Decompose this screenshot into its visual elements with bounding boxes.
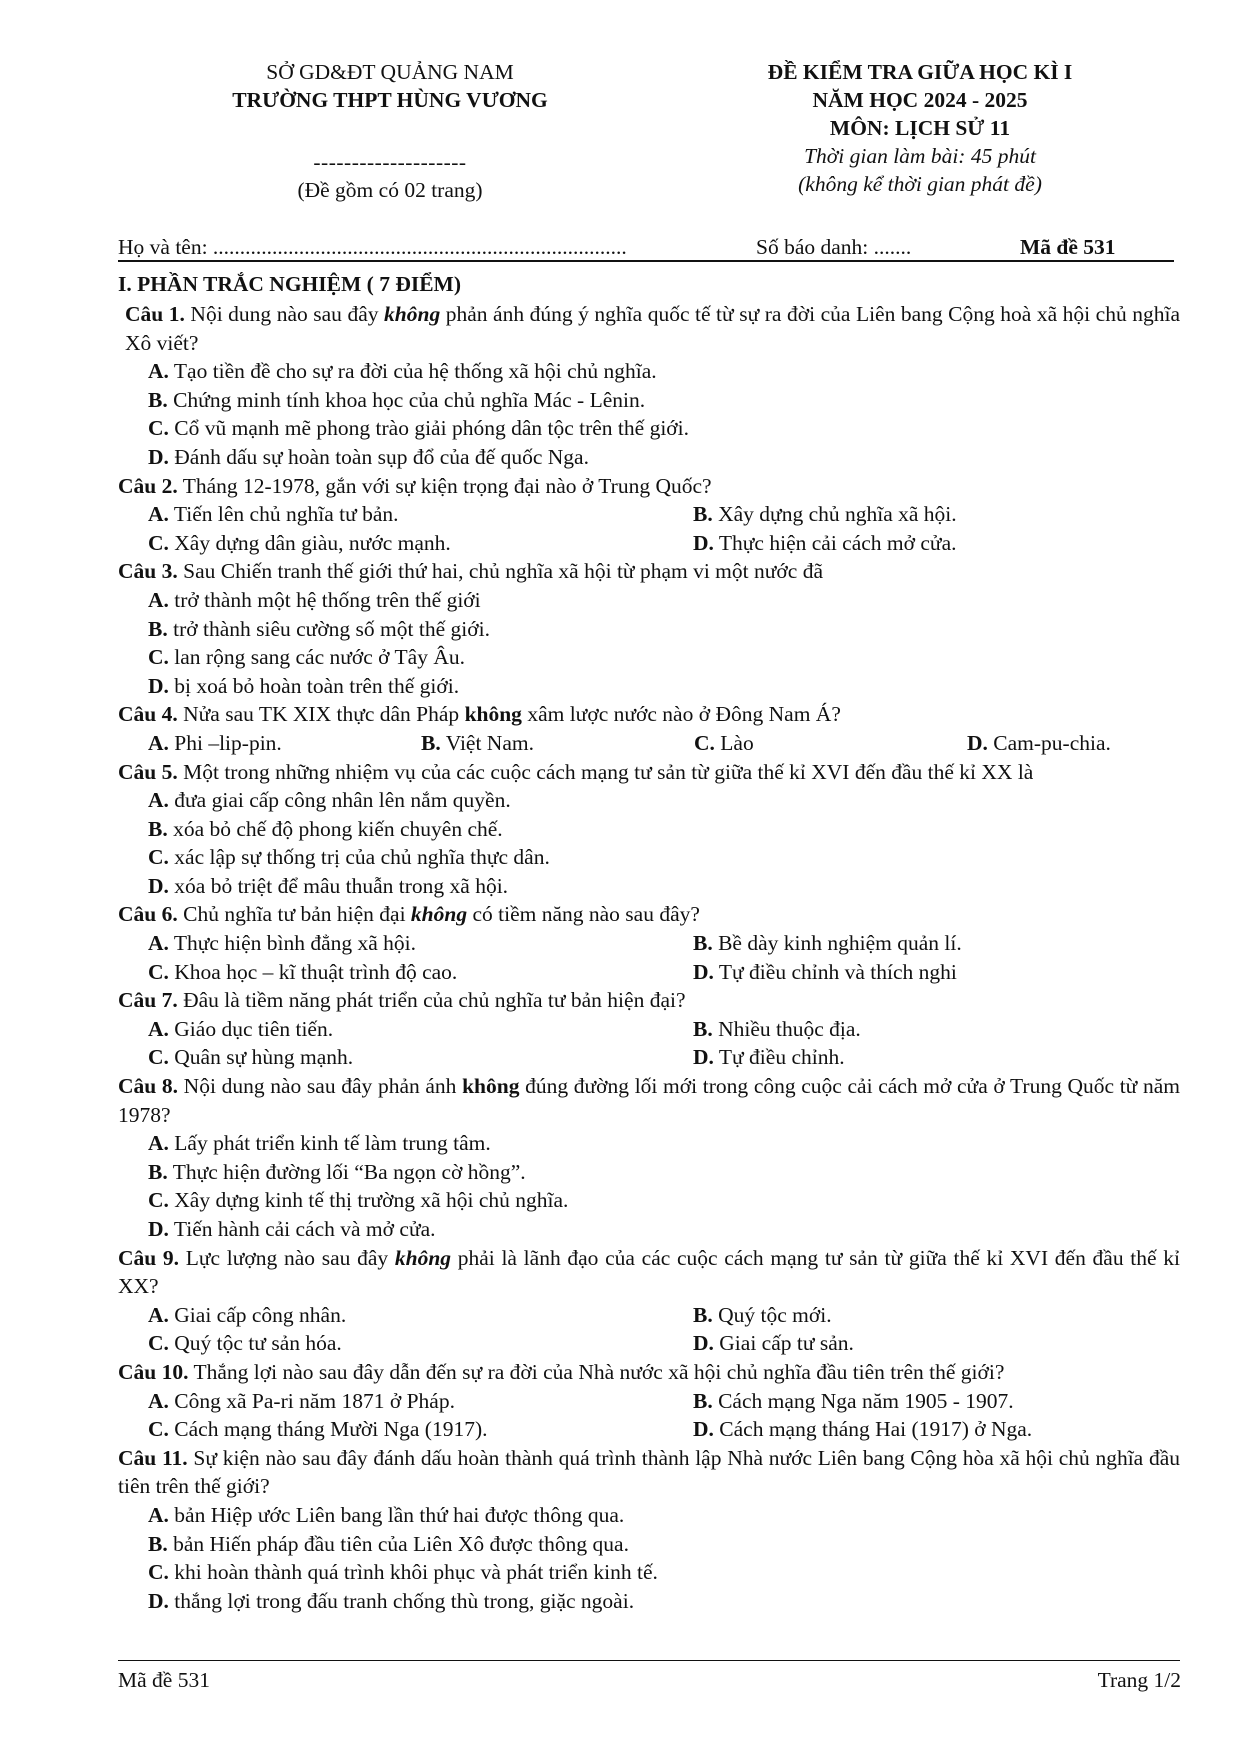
question-label: Câu 6. bbox=[118, 902, 178, 927]
option-d: D. Tiến hành cải cách và mở cửa. bbox=[148, 1217, 436, 1241]
option-a: A. Giai cấp công nhân. bbox=[148, 1302, 347, 1327]
option-c: C. Xây dựng dân giàu, nước mạnh. bbox=[148, 530, 451, 555]
option-a: A. Phi –lip-pin. bbox=[148, 730, 282, 755]
options-row bbox=[118, 1387, 1180, 1416]
option-b: B. Việt Nam. bbox=[421, 730, 534, 755]
question-stem bbox=[118, 700, 1180, 729]
question-list bbox=[118, 300, 1180, 1615]
subject: MÔN: LỊCH SỬ 11 bbox=[829, 116, 1011, 140]
options-row bbox=[118, 929, 1180, 958]
option-d: D. Thực hiện cải cách mở cửa. bbox=[693, 530, 957, 555]
option-b: B. bản Hiến pháp đầu tiên của Liên Xô được thông qua. bbox=[148, 1531, 629, 1556]
option-b: B. Nhiều thuộc địa. bbox=[693, 1016, 861, 1041]
question-label: Câu 5. bbox=[118, 759, 178, 784]
option-b: B. xóa bỏ chế độ phong kiến chuyên chế. bbox=[148, 816, 503, 841]
option-a: A. Tiến lên chủ nghĩa tư bản. bbox=[148, 502, 399, 527]
question-11 bbox=[118, 1444, 1180, 1616]
options-row bbox=[118, 1415, 1180, 1444]
question-stem bbox=[118, 986, 1180, 1015]
school-name: TRƯỜNG THPT HÙNG VƯƠNG bbox=[232, 88, 548, 112]
student-name-field: Họ và tên: ............................................................................. bbox=[118, 235, 627, 259]
stem-text: có tiềm năng nào sau đây? bbox=[467, 902, 700, 927]
stem-text: Lực lượng nào sau đây bbox=[179, 1245, 395, 1270]
option-c: C. Cổ vũ mạnh mẽ phong trào giải phóng dân tộc trên thế giới. bbox=[148, 416, 690, 441]
option-d: D. Cam-pu-chia. bbox=[967, 730, 1111, 755]
option-d: D. Tự điều chỉnh. bbox=[693, 1045, 845, 1070]
question-label: Câu 10. bbox=[118, 1359, 189, 1384]
stem-text: Nội dung nào sau đây bbox=[184, 302, 385, 326]
stem-text: Thắng lợi nào sau đây dẫn đến sự ra đời của Nhà nước xã hội chủ nghĩa đầu tiên trên thế giới? bbox=[188, 1359, 1005, 1384]
stem-text: Chủ nghĩa tư bản hiện đại bbox=[177, 902, 411, 927]
question-5 bbox=[118, 758, 1180, 901]
question-label: Câu 7. bbox=[118, 988, 178, 1013]
question-stem bbox=[118, 900, 1180, 929]
stem-text: Một trong những nhiệm vụ của các cuộc cách mạng tư sản từ giữa thế kỉ XVI đến đầu thế kỉ XX là bbox=[177, 759, 1034, 784]
question-10 bbox=[118, 1358, 1180, 1444]
options-row bbox=[118, 1301, 1180, 1330]
option-a: A. Giáo dục tiên tiến. bbox=[148, 1016, 334, 1041]
stem-emphasis: không bbox=[394, 1245, 452, 1270]
stem-text: xâm lược nước nào ở Đông Nam Á? bbox=[521, 702, 841, 727]
stem-emphasis: không bbox=[410, 902, 468, 927]
option-b: B. Cách mạng Nga năm 1905 - 1907. bbox=[693, 1388, 1014, 1413]
department-name: SỞ GD&ĐT QUẢNG NAM bbox=[266, 60, 514, 84]
question-stem bbox=[118, 1358, 1180, 1387]
options-row bbox=[118, 1329, 1180, 1358]
stem-text: đúng đường lối mới trong công cuộc cải cách mở cửa ở Trung Quốc từ năm 1978? bbox=[118, 1074, 1180, 1127]
question-label: Câu 4. bbox=[118, 702, 178, 727]
page-count-note: (Đề gồm có 02 trang) bbox=[297, 178, 483, 202]
question-6 bbox=[118, 900, 1180, 986]
question-stem bbox=[118, 1244, 1180, 1301]
option-c: C. Xây dựng kinh tế thị trường xã hội chủ nghĩa. bbox=[148, 1188, 569, 1213]
exam-title: ĐỀ KIỂM TRA GIỮA HỌC KÌ I bbox=[767, 60, 1073, 84]
stem-text: Sau Chiến tranh thế giới thứ hai, chủ nghĩa xã hội từ phạm vi một nước đã bbox=[177, 559, 823, 584]
option-c: C. xác lập sự thống trị của chủ nghĩa thực dân. bbox=[148, 845, 550, 870]
question-stem bbox=[118, 557, 1180, 586]
option-d: D. thắng lợi trong đấu tranh chống thù trong, giặc ngoài. bbox=[148, 1588, 635, 1613]
question-stem bbox=[118, 300, 1180, 357]
question-7 bbox=[118, 986, 1180, 1072]
option-c: C. Khoa học – kĩ thuật trình độ cao. bbox=[148, 959, 458, 984]
option-b: B. Thực hiện đường lối “Ba ngọn cờ hồng”. bbox=[148, 1159, 526, 1184]
footer-exam-code: Mã đề 531 bbox=[118, 1668, 210, 1692]
question-2 bbox=[118, 472, 1180, 558]
section-title: I. PHẦN TRẮC NGHIỆM ( 7 ĐIỂM) bbox=[118, 272, 462, 296]
school-year: NĂM HỌC 2024 - 2025 bbox=[812, 88, 1028, 112]
stem-text: Nửa sau TK XIX thực dân Pháp bbox=[177, 702, 465, 727]
student-id-line bbox=[118, 234, 1174, 262]
question-stem bbox=[118, 758, 1180, 787]
options-row bbox=[118, 529, 1180, 558]
option-a: A. trở thành một hệ thống trên thế giới bbox=[148, 587, 481, 612]
dash-separator: -------------------- bbox=[313, 150, 467, 174]
option-c: C. khi hoàn thành quá trình khôi phục và phát triển kinh tế. bbox=[148, 1560, 658, 1585]
option-d: D. bị xoá bỏ hoàn toàn trên thế giới. bbox=[148, 673, 460, 698]
options-row bbox=[118, 500, 1180, 529]
question-stem bbox=[118, 1444, 1180, 1501]
option-a: A. Thực hiện bình đẳng xã hội. bbox=[148, 931, 417, 956]
option-d: D. Tự điều chỉnh và thích nghi bbox=[693, 959, 957, 984]
question-label: Câu 1. bbox=[125, 302, 185, 326]
option-d: D. xóa bỏ triệt để mâu thuẫn trong xã hội. bbox=[148, 873, 509, 898]
option-c: C. Cách mạng tháng Mười Nga (1917). bbox=[148, 1417, 488, 1442]
question-label: Câu 8. bbox=[118, 1074, 179, 1099]
option-b: B. Quý tộc mới. bbox=[693, 1302, 832, 1327]
option-a: A. bản Hiệp ước Liên bang lần thứ hai được thông qua. bbox=[148, 1502, 625, 1527]
stem-emphasis: không bbox=[384, 302, 441, 326]
stem-text: phải là lãnh đạo của các cuộc cách mạng tư sản từ giữa thế kỉ XVI đến đầu thế kỉ XX? bbox=[118, 1245, 1180, 1299]
question-stem bbox=[118, 472, 1180, 501]
options-row bbox=[118, 729, 1180, 758]
question-stem bbox=[118, 1072, 1180, 1129]
option-d: D. Giai cấp tư sản. bbox=[693, 1331, 854, 1356]
option-b: B. Chứng minh tính khoa học của chủ nghĩa Mác - Lênin. bbox=[148, 387, 646, 412]
stem-text: Đâu là tiềm năng phát triển của chủ nghĩa tư bản hiện đại? bbox=[177, 988, 686, 1013]
footer-divider bbox=[118, 1660, 1180, 1661]
time-note: (không kể thời gian phát đề) bbox=[798, 172, 1042, 196]
stem-text: Tháng 12-1978, gắn với sự kiện trọng đại nào ở Trung Quốc? bbox=[177, 473, 712, 498]
question-9 bbox=[118, 1244, 1180, 1358]
option-a: A. Tạo tiền đề cho sự ra đời của hệ thống xã hội chủ nghĩa. bbox=[148, 359, 657, 384]
question-1 bbox=[118, 300, 1180, 472]
question-label: Câu 9. bbox=[118, 1245, 180, 1270]
option-c: C. Quân sự hùng mạnh. bbox=[148, 1045, 354, 1070]
header-right bbox=[690, 58, 1150, 198]
option-d: D. Đánh dấu sự hoàn toàn sụp đổ của đế quốc Nga. bbox=[148, 444, 589, 469]
options-row bbox=[118, 958, 1180, 987]
options-row bbox=[118, 1015, 1180, 1044]
stem-text: Sự kiện nào sau đây đánh dấu hoàn thành quá trình thành lập Nhà nước Liên bang Cộng hòa xã hội chủ nghĩa đầu tiên trên thế giới? bbox=[118, 1445, 1180, 1499]
option-b: B. trở thành siêu cường số một thế giới. bbox=[148, 616, 490, 641]
option-b: B. Bề dày kinh nghiệm quản lí. bbox=[693, 931, 962, 956]
stem-emphasis: không bbox=[464, 702, 522, 727]
option-c: C. Lào bbox=[694, 730, 754, 755]
option-c: C. lan rộng sang các nước ở Tây Âu. bbox=[148, 645, 465, 670]
option-c: C. Quý tộc tư sản hóa. bbox=[148, 1331, 342, 1356]
candidate-number-field: Số báo danh: ....... bbox=[756, 235, 912, 259]
question-4 bbox=[118, 700, 1180, 757]
option-a: A. Lấy phát triển kinh tế làm trung tâm. bbox=[148, 1131, 491, 1156]
stem-emphasis: không bbox=[462, 1074, 520, 1099]
question-3 bbox=[118, 557, 1180, 700]
stem-text: phản ánh đúng ý nghĩa quốc tế từ sự ra đời của Liên bang Cộng hoà xã hội chủ nghĩa Xô viết? bbox=[125, 302, 1181, 355]
option-a: A. Công xã Pa-ri năm 1871 ở Pháp. bbox=[148, 1388, 455, 1413]
question-label: Câu 11. bbox=[118, 1445, 188, 1470]
exam-code: Mã đề 531 bbox=[1020, 235, 1116, 259]
footer-page-number: Trang 1/2 bbox=[1097, 1668, 1181, 1692]
options-row bbox=[118, 1043, 1180, 1072]
stem-text: Nội dung nào sau đây phản ánh bbox=[178, 1074, 463, 1099]
time-limit: Thời gian làm bài: 45 phút bbox=[804, 144, 1036, 168]
header-left bbox=[170, 58, 610, 204]
option-d: D. Cách mạng tháng Hai (1917) ở Nga. bbox=[693, 1417, 1033, 1442]
option-b: B. Xây dựng chủ nghĩa xã hội. bbox=[693, 502, 957, 527]
question-8 bbox=[118, 1072, 1180, 1244]
question-label: Câu 2. bbox=[118, 473, 178, 498]
option-a: A. đưa giai cấp công nhân lên nắm quyền. bbox=[148, 788, 511, 813]
question-label: Câu 3. bbox=[118, 559, 178, 584]
